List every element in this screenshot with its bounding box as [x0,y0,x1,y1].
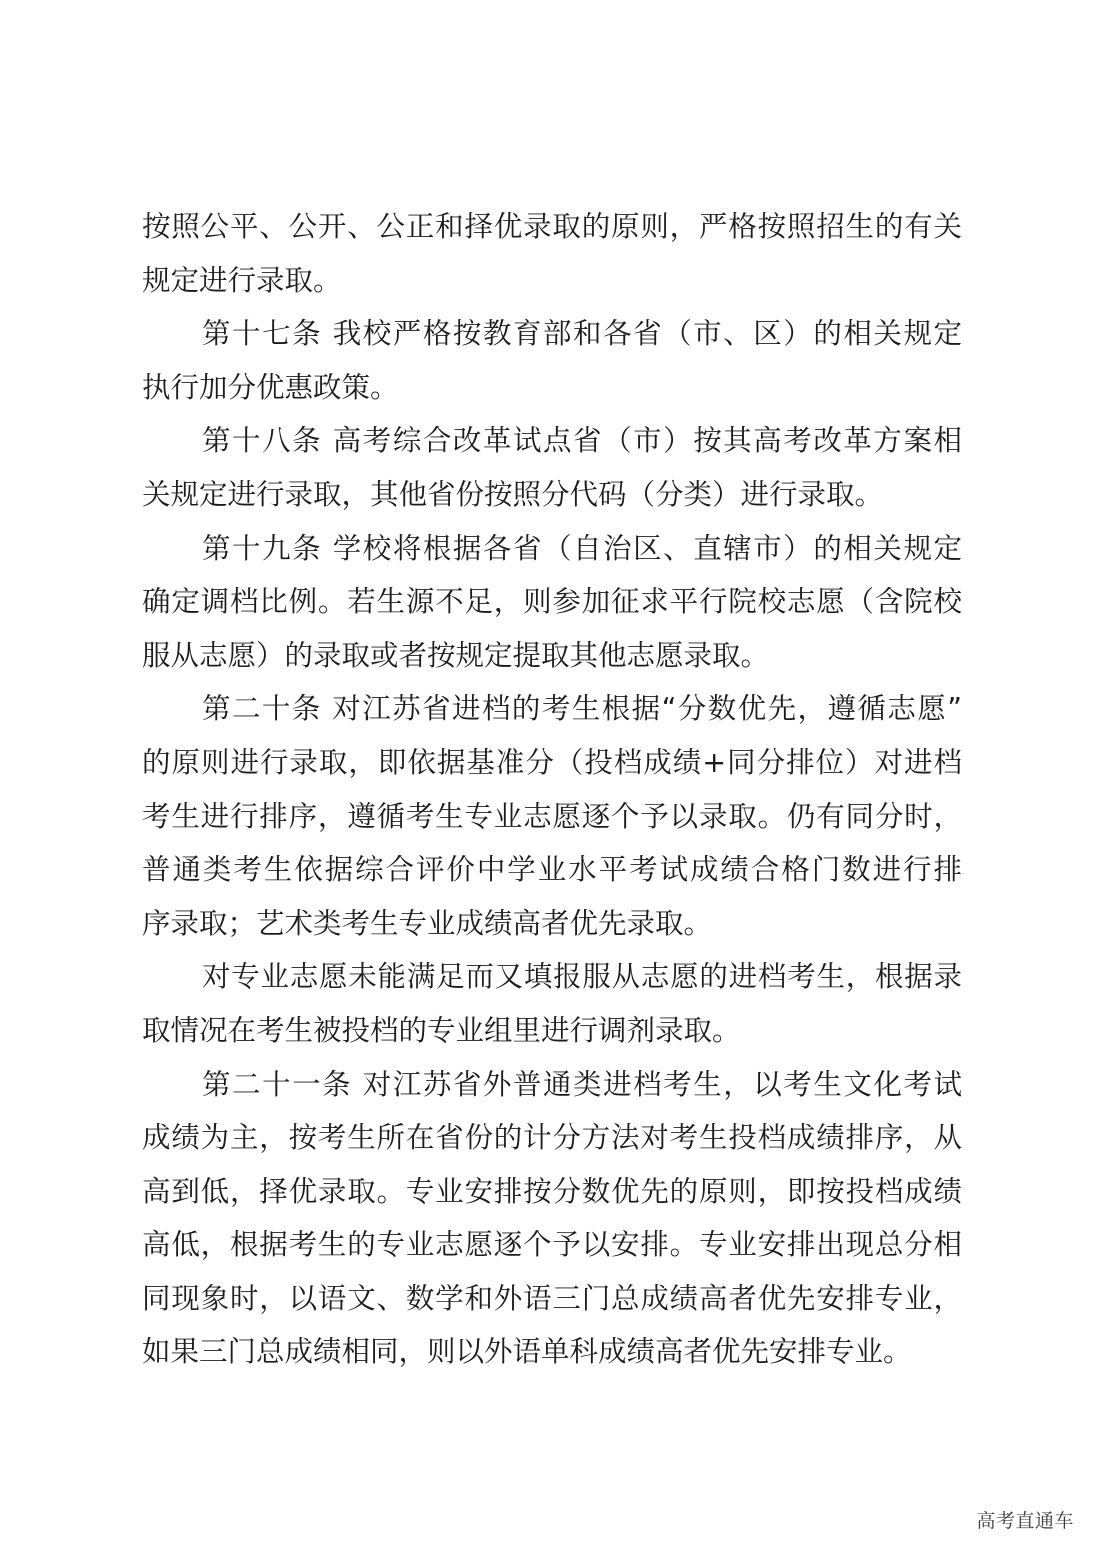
paragraph-line: 对专业志愿未能满足而又填报服从志愿的进档考生，根据录 [202,960,962,994]
text-line: 取情况在考生被投档的专业组里进行调剂录取。 [142,1013,741,1047]
article-20-line: 第二十条 对江苏省进档的考生根据“分数优先，遵循志愿” [202,692,962,726]
text-line: 高到低，择优录取。专业安排按分数优先的原则，即按投档成绩 [142,1174,962,1208]
text-line: 按照公平、公开、公正和择优录取的原则，严格按照招生的有关 [142,210,962,243]
text-line: 的原则进行录取，即依据基准分（投档成绩+同分排位）对进档 [142,745,962,779]
text-line: 执行加分优惠政策。 [142,370,399,404]
text-line: 规定进行录取。 [142,263,342,297]
article-19-line: 第十九条 学校将根据各省（自治区、直辖市）的相关规定 [202,531,962,565]
text-line: 序录取；艺术类考生专业成绩高者优先录取。 [142,906,713,940]
article-17-line: 第十七条 我校严格按教育部和各省（市、区）的相关规定 [202,317,962,351]
text-line: 同现象时，以语文、数学和外语三门总成绩高者优先安排专业， [142,1281,962,1315]
text-line: 服从志愿）的录取或者按规定提取其他志愿录取。 [142,638,770,672]
text-line: 考生进行排序，遵循考生专业志愿逐个予以录取。仍有同分时， [142,799,962,833]
document-body [142,200,962,1379]
text-line: 成绩为主，按考生所在省份的计分方法对考生投档成绩排序，从 [142,1121,962,1155]
text-line: 确定调档比例。若生源不足，则参加征求平行院校志愿（含院校 [142,585,962,619]
text-line: 高低，根据考生的专业志愿逐个予以安排。专业安排出现总分相 [142,1228,962,1262]
text-line: 如果三门总成绩相同，则以外语单科成绩高者优先安排专业。 [142,1335,912,1369]
text-line: 关规定进行录取，其他省份按照分代码（分类）进行录取。 [142,477,884,511]
article-18-line: 第十八条 高考综合改革试点省（市）按其高考改革方案相 [202,424,962,458]
text-line: 普通类考生依据综合评价中学业水平考试成绩合格门数进行排 [142,853,962,887]
article-21-line: 第二十一条 对江苏省外普通类进档考生，以考生文化考试 [202,1067,962,1101]
watermark-text: 高考直通车 [976,1510,1074,1532]
